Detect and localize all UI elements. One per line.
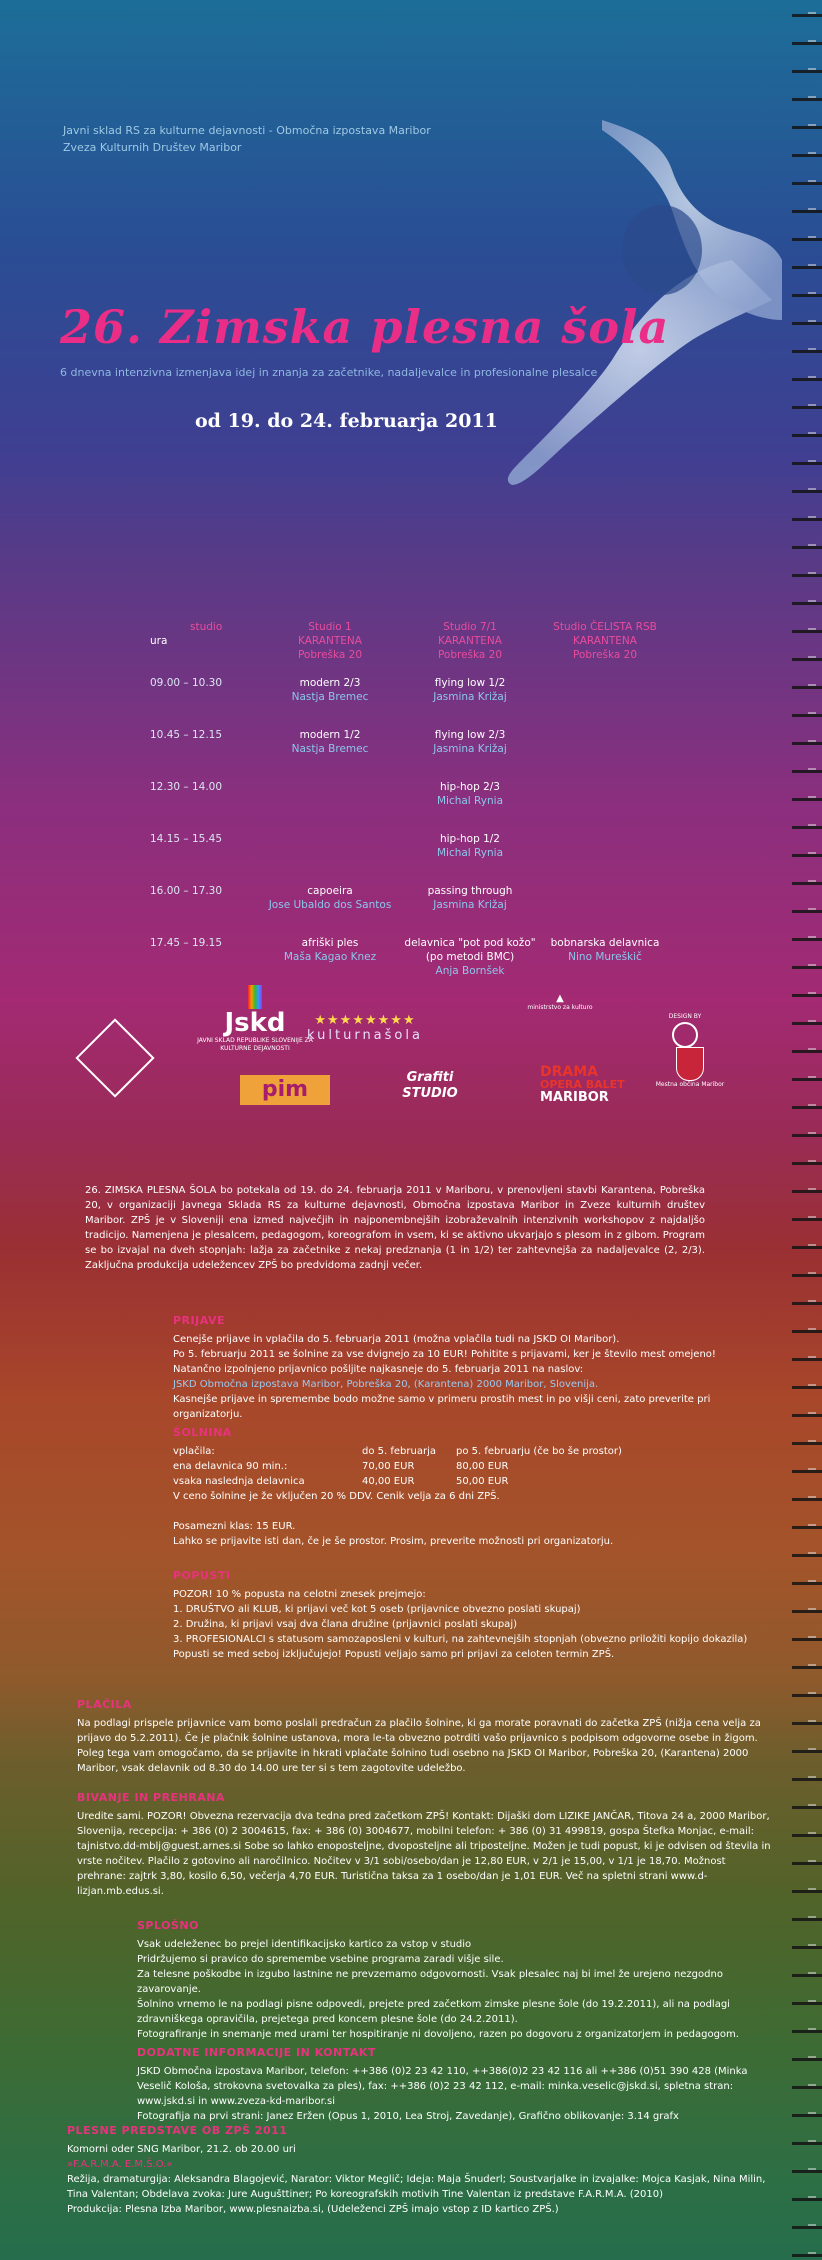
schedule-header-time: studio ura [150, 621, 223, 647]
zks-logo [75, 1018, 154, 1097]
prijave-heading: PRIJAVE [173, 1314, 226, 1327]
class-cell: capoeira Jose Ubaldo dos Santos [268, 885, 392, 911]
schedule-header-studio-1: Studio 1 KARANTENA Pobreška 20 [297, 621, 363, 661]
placila-section: PLAČILA Na podlagi prispele prijavnice vam bomo poslali predračun za plačilo šolnine, ki ga morate poravnati do začetka ZPŠ (nižja cena velja za prijavo do 5.2.2011). Če je plačnik šolnine ustanova, mora le-ta obvezno potrditi vašo prijavnico s podpisom odgovorne osebe in žigom. Poleg tega vam omogočamo, da se prijavite in hkrati vplačate šolnino tudi osebno na JSKD OI Maribor, Pobreška 20, (Karantena) 2000 Maribor, vsak delavnik od 8.30 do 14.00 ure ter si s tem zagotovite udeležbo. [77, 1697, 777, 1776]
class-cell [540, 832, 670, 884]
predstave-heading: PLESNE PREDSTAVE OB ZPŠ 2011 [67, 2124, 288, 2137]
time-slot: 16.00 – 17.30 [150, 885, 223, 897]
bivanje-section: BIVANJE IN PREHRANA Uredite sami. POZOR! Obvezna rezervacija dva tedna pred začetkom ZPŠ! Kontakt: Dijaški dom LIZIKE JANČAR, Titova 24 a, 2000 Maribor, Slovenija, recepcija: + 386 (0) 2 3004615, fax: + 386 (0) 3004677, mobilni telefon: + 386 (0) 31 499819, gospa Štefka Monjac, e-mail: tajnistvo.dd-mblj@guest.arnes.si Sobe so lahko enoposteljne, dvoposteljne ali triposteljne. Možen je tudi popust, ki je odvisen od števila in vrste nočitev. Plačilo z gotovino ali naročilnico. Nočitev v 3/1 sobi/osebo/dan je 12,80 EUR, v 2/1 je 15,00, v 1/1 je 18,70. Možnost prehrane: zajtrk 3,80, kosilo 6,50, večerja 4,70 EUR. Turistična taksa za 1 osebo/dan je 1,01 EUR. Več na spletni strani www.d-lizjan.mb.edus.si. [77, 1790, 777, 1899]
event-dates: od 19. do 24. februarja 2011 [195, 410, 498, 432]
schedule-row [150, 676, 670, 728]
drama-opera-balet-logo: DRAMA OPERA BALET MARIBOR [540, 1064, 625, 1105]
jskd-logo: Jskd JAVNI SKLAD REPUBLIKE SLOVENIJE ZA KULTURNE DEJAVNOSTI [195, 985, 315, 1053]
coat-of-arms-icon [676, 1047, 704, 1081]
time-slot: 17.45 – 19.15 [150, 937, 223, 949]
people-icon: ★★★★★★★★ [314, 1013, 416, 1028]
grafiti-studio-logo: Grafiti STUDIO [402, 1070, 458, 1101]
price-row: vsaka naslednja delavnica 40,00 EUR 50,00 EUR [173, 1476, 509, 1487]
design-by-logo: DESIGN BY [660, 1013, 710, 1050]
jskd-mark-icon [248, 985, 262, 1009]
predstave-section: PLESNE PREDSTAVE OB ZPŠ 2011 Komorni oder SNG Maribor, 21.2. ob 20.00 uri »F.A.R.M.A. E.M.Š.O.« Režija, dramaturgija: Aleksandra Blagojević, Narator: Viktor Meglič; Ideja: Maja Šnuderl; Soustvarjalke in izvajalke: Mojca Kasjak, Nina Milin, Tina Valentan; Obdelava zvoka: Jure Augušttiner; Po koreografskih motivih Tine Valentan iz predstave F.A.R.M.A. (2010) Produkcija: Plesna Izba Maribor, www.plesnaizba.si, (Udeleženci ZPŠ imajo vstop z ID kartico ZPŠ.) [67, 2123, 777, 2217]
intro-text: 26. ZIMSKA PLESNA ŠOLA bo potekala od 19. do 24. februarja 2011 v Mariboru, v prenovljeni stavbi Karantena, Pobreška 20, v organizaciji Javnega Sklada RS za kulturne dejavnosti, Območna izpostava Maribor in Zveze kulturnih društev Maribor. ZPŠ je v Sloveniji ena izmed največjih in najponembnejših izobraževalnih intenzivnih workshopov z najdaljšo tradicijo. Namenjena je plesalcem, pedagogom, koreografom in vsem, ki se aktivno ukvarjajo s plesom in z gibom. Program se bo izvajal na dveh stopnjah: lažja za začetnike z nekaj predznanja (1 in 1/2) ter zahtevnejša za nadaljevalce (2, 2/3). Zaključna produkcija udeležencev ZPŠ bo predvidoma zadnji večer. [85, 1185, 705, 1271]
time-slot: 14.15 – 15.45 [150, 833, 223, 845]
sponsor-logos [85, 985, 735, 1115]
class-cell [540, 728, 670, 780]
class-cell [540, 676, 670, 728]
bivanje-heading: BIVANJE IN PREHRANA [77, 1791, 225, 1804]
schedule-table [150, 620, 670, 1002]
class-cell: passing through Jasmina Križaj [427, 885, 513, 911]
spiral-binding [792, 0, 822, 2260]
mestna-obcina-logo: Mestna občina Maribor [655, 1047, 725, 1088]
class-cell [260, 832, 400, 884]
time-slot: 12.30 – 14.00 [150, 781, 223, 793]
time-slot: 10.45 – 12.15 [150, 729, 223, 741]
splosno-section: SPLOŠNO Vsak udeleženec bo prejel identifikacijsko kartico za vstop v studio Pridržujemo si pravico do spremembe vsebine programa zaradi višje sile. Za telesne poškodbe in izgubo lastnine ne prevzemamo odgovornosti. Vsak plesalec naj bi imel že urejeno nezgodno zavarovanje. Šolnino vrnemo le na podlagi pisne odpovedi, prejete pred začetkom zimske plesne šole (do 19.2.2011), ali na podlagi zdravniškega opravičila, prejetega pred koncem plesne šole (do 24.2.2011). Fotografiranje in snemanje med urami ter hospitiranje ni dovoljeno, razen po dogovoru z organizatorjem in pedagogom. [137, 1918, 777, 2042]
class-cell: hip-hop 2/3 Michal Rynia [436, 781, 504, 807]
splosno-heading: SPLOŠNO [137, 1919, 199, 1932]
class-cell [260, 780, 400, 832]
class-cell: hip-hop 1/2 Michal Rynia [436, 833, 504, 859]
popusti-section: POPUSTI POZOR! 10 % popusta na celotni znesek prejmejo: 1. DRUŠTVO ali KLUB, ki prijavi več kot 5 oseb (prijavnice obvezno poslati skupaj) 2. Družina, ki prijavi vsaj dva člana družine (prijavnici poslati skupaj) 3. PROFESIONALCI s statusom samozaposleni v kulturi, na zahtevnejših stopnjah (obvezno priložiti kopijo dokazila) Popusti se med seboj izključujejo! Popusti veljajo samo pri prijavi za celoten termin ZPŠ. [173, 1568, 753, 1662]
schedule-header-studio-2: Studio 7/1 KARANTENA Pobreška 20 [437, 621, 503, 661]
popusti-heading: POPUSTI [173, 1569, 231, 1582]
time-slot: 09.00 – 10.30 [150, 677, 223, 689]
schedule-row [150, 884, 670, 936]
solnina-heading: ŠOLNINA [173, 1426, 232, 1439]
class-cell [540, 780, 670, 832]
schedule-header-row [150, 620, 670, 676]
organizers [63, 122, 431, 156]
class-cell: modern 1/2 Nastja Bremec [291, 729, 369, 755]
schedule-row [150, 832, 670, 884]
price-row: vplačila: do 5. februarja po 5. februarju (če bo še prostor) [173, 1446, 622, 1457]
kulturna-sola-logo: ★★★★★★★★ kulturnašola [300, 1013, 430, 1043]
class-cell: flying low 1/2 Jasmina Križaj [433, 677, 507, 703]
subtitle: 6 dnevna intenzivna izmenjava idej in znanja za začetnike, nadaljevalce in profesionalne plesalce [60, 366, 598, 379]
price-table [173, 1444, 636, 1489]
pim-logo: pim [240, 1075, 330, 1105]
ministry-logo: ▲ ministrstvo za kulturo [527, 993, 593, 1011]
organizer-line-2: Zveza Kulturnih Društev Maribor [63, 141, 242, 154]
schedule-header-studio-3: Studio ČELISTA RSB KARANTENA Pobreška 20 [553, 621, 657, 661]
class-cell: flying low 2/3 Jasmina Križaj [433, 729, 507, 755]
class-cell: afriški ples Maša Kagao Knez [283, 937, 377, 963]
class-cell: delavnica "pot pod kožo" (po metodi BMC) Anja Bornšek [404, 937, 536, 977]
design-circle-icon [672, 1022, 698, 1048]
placila-heading: PLAČILA [77, 1698, 132, 1711]
schedule-row [150, 728, 670, 780]
page-title: 26. Zimska plesna šola [60, 300, 670, 354]
class-cell: modern 2/3 Nastja Bremec [291, 677, 369, 703]
kontakt-section: DODATNE INFORMACIJE IN KONTAKT JSKD Območna izpostava Maribor, telefon: ++386 (0)2 23 42 110, ++386(0)2 23 42 116 ali ++386 (0)51 390 428 (Minka Veselič Kološa, strokovna svetovalka za ples), fax: ++386 (0)2 23 42 112, e-mail: minka.veselic@jskd.si, spletna stran: www.jskd.si in www.zveza-kd-maribor.si Fotografija na prvi strani: Janez Eržen (Opus 1, 2010, Lea Stroj, Zavedanje), Grafično oblikovanje: 3.14 grafx [137, 2045, 777, 2124]
schedule-row [150, 780, 670, 832]
class-cell [540, 884, 670, 936]
solnina-section: ŠOLNINA vplačila: do 5. februarja po 5. februarju (če bo še prostor) ena delavnica 90 min.: 70,00 EUR 80,00 EUR vsaka naslednja delavnica 40,00 EUR 50,00 EUR V ceno šolnine je že vključen 20 % DDV. Cenik velja za 6 dni ZPŠ. Posamezni klas: 15 EUR. Lahko se prijavite isti dan, če je še prostor. Prosim, preverite možnosti pri organizatorju. [173, 1425, 733, 1549]
prijave-section: PRIJAVE Cenejše prijave in vplačila do 5. februarja 2011 (možna vplačila tudi na JSKD OI Maribor). Po 5. februarju 2011 se šolnine za vse dvignejo za 10 EUR! Pohitite s prijavami, ker je število mest omejeno! Natančno izpolnjeno prijavnico pošljite najkasneje do 5. februarja 2011 na naslov: JSKD Območna izpostava Maribor, Pobreška 20, (Karantena) 2000 Maribor, Slovenija. Kasnejše prijave in spremembe bodo možne samo v primeru prostih mest in po višji ceni, zato preverite pri organizatorju. [173, 1313, 773, 1422]
class-cell: bobnarska delavnica Nino Mureškič [550, 937, 660, 963]
organizer-line-1: Javni sklad RS za kulturne dejavnosti - Območna izpostava Maribor [63, 124, 431, 137]
price-row: ena delavnica 90 min.: 70,00 EUR 80,00 EUR [173, 1461, 509, 1472]
kontakt-heading: DODATNE INFORMACIJE IN KONTAKT [137, 2046, 376, 2059]
